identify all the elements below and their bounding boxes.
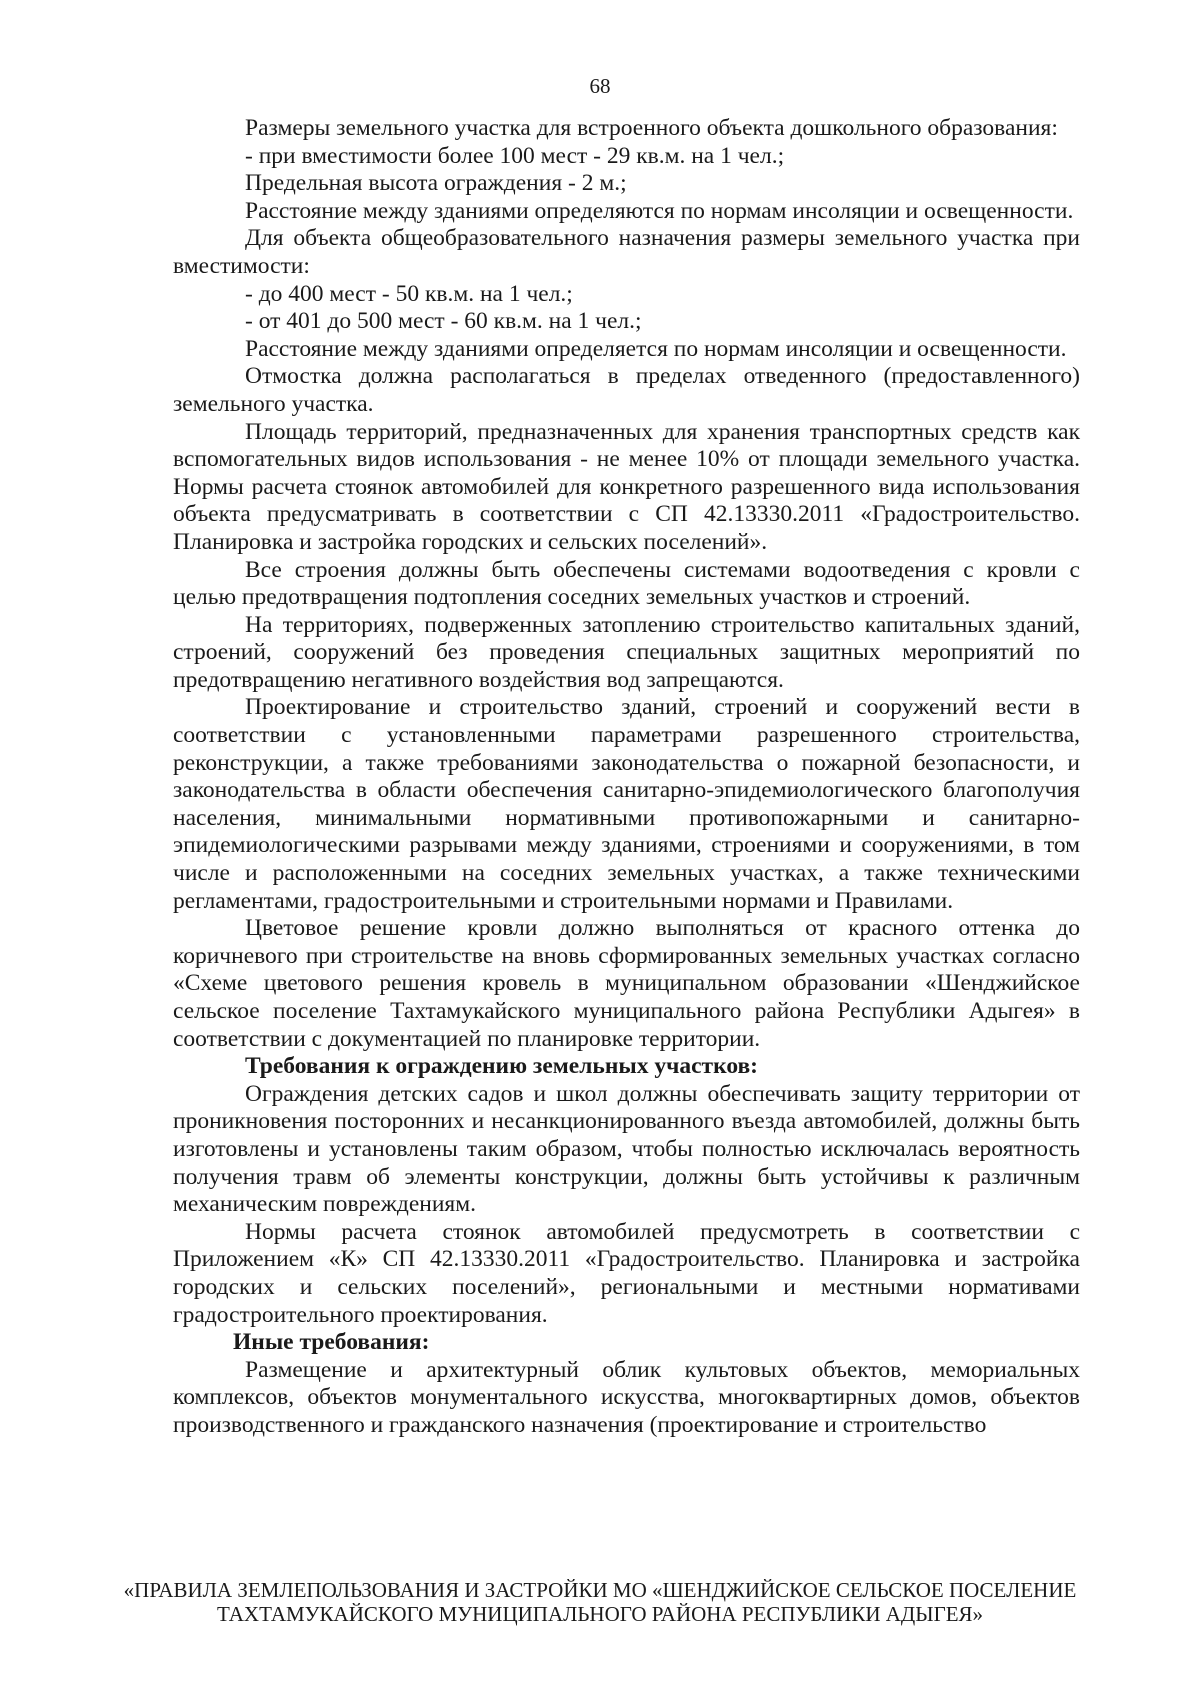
paragraph: Нормы расчета стоянок автомобилей предусмотреть в соответствии с Приложением «К» СП 42.13330.2011 «Градостроительство. Планировка и застройка городских и сельских поселений», региональными и местными нормативами градостроительного проектирования. [173,1218,1080,1328]
section-heading-other: Иные требования: [233,1329,430,1356]
paragraph: Цветовое решение кровли должно выполняться от красного оттенка до коричневого при строительстве на вновь сформированных земельных участках согласно «Схеме цветового решения кровель в муниципальном образовании «Шенджийское сельское поселение Тахтамукайского муниципального района Республики Адыгея» в соответствии с документацией по планировке территории. [173,915,1080,1052]
footer-line-2: ТАХТАМУКАЙСКОГО МУНИЦИПАЛЬНОГО РАЙОНА РЕСПУБЛИКИ АДЫГЕЯ» [216,1602,984,1626]
paragraph: Предельная высота ограждения - 2 м.; [245,170,627,197]
paragraph: Расстояние между зданиями определяются по нормам инсоляции и освещенности. [245,197,1074,224]
paragraph: - от 401 до 500 мест - 60 кв.м. на 1 чел.; [245,308,642,335]
running-footer [0,1578,1200,1626]
paragraph: На территориях, подверженных затоплению строительство капитальных зданий, строений, сооружений без проведения специальных защитных мероприятий по предотвращению негативного воздействия вод запрещаются. [173,611,1080,693]
paragraph: Расстояние между зданиями определяется по нормам инсоляции и освещенности. [245,335,1067,362]
paragraph: Проектирование и строительство зданий, строений и сооружений вести в соответствии с установленными параметрами разрешенного строительства, реконструкции, а также требованиями законодательства о пожарной безопасности, и законодательства в области обеспечения санитарно-эпидемиологического благополучия населения, минимальными нормативными противопожарными и санитарно-эпидемиологическими разрывами между зданиями, строениями и сооружениями, в том числе и расположенными на соседних земельных участках, а также техническими регламентами, градостроительными и строительными нормами и Правилами. [173,694,1080,914]
page-number: 68 [589,74,611,98]
paragraph: Ограждения детских садов и школ должны обеспечивать защиту территории от проникновения посторонних и несанкционированного въезда автомобилей, должны быть изготовлены и установлены таким образом, чтобы полностью исключалась вероятность получения травм об элементы конструкции, должны быть устойчивы к различным механическим повреждениям. [173,1080,1080,1218]
paragraph: Отмостка должна располагаться в пределах отведенного (предоставленного) земельного участка. [173,363,1080,417]
footer-line-1: «ПРАВИЛА ЗЕМЛЕПОЛЬЗОВАНИЯ И ЗАСТРОЙКИ МО «ШЕНДЖИЙСКОЕ СЕЛЬСКОЕ ПОСЕЛЕНИЕ [123,1578,1077,1602]
paragraph: - до 400 мест - 50 кв.м. на 1 чел.; [245,280,573,307]
paragraph: Для объекта общеобразовательного назначения размеры земельного участка при вместимости: [173,225,1080,279]
section-heading-fencing: Требования к ограждению земельных участков: [245,1053,758,1080]
paragraph: Размеры земельного участка для встроенного объекта дошкольного образования: [245,115,1058,141]
paragraph: Площадь территорий, предназначенных для хранения транспортных средств как вспомогательных видов использования - не менее 10% от площади земельного участка. Нормы расчета стоянок автомобилей для конкретного разрешенного вида использования объекта предусматривать в соответствии с СП 42.13330.2011 «Градостроительство. Планировка и застройка городских и сельских поселений». [173,418,1080,555]
document-body [173,115,1080,1440]
paragraph: - при вместимости более 100 мест - 29 кв.м. на 1 чел.; [245,142,785,169]
paragraph: Все строения должны быть обеспечены системами водоотведения с кровли с целью предотвращения подтопления соседних земельных участков и строений. [173,556,1080,611]
paragraph: Размещение и архитектурный облик культовых объектов, мемориальных комплексов, объектов монументального искусства, многоквартирных домов, объектов производственного и гражданского назначения (проектирование и строительство [173,1356,1080,1438]
